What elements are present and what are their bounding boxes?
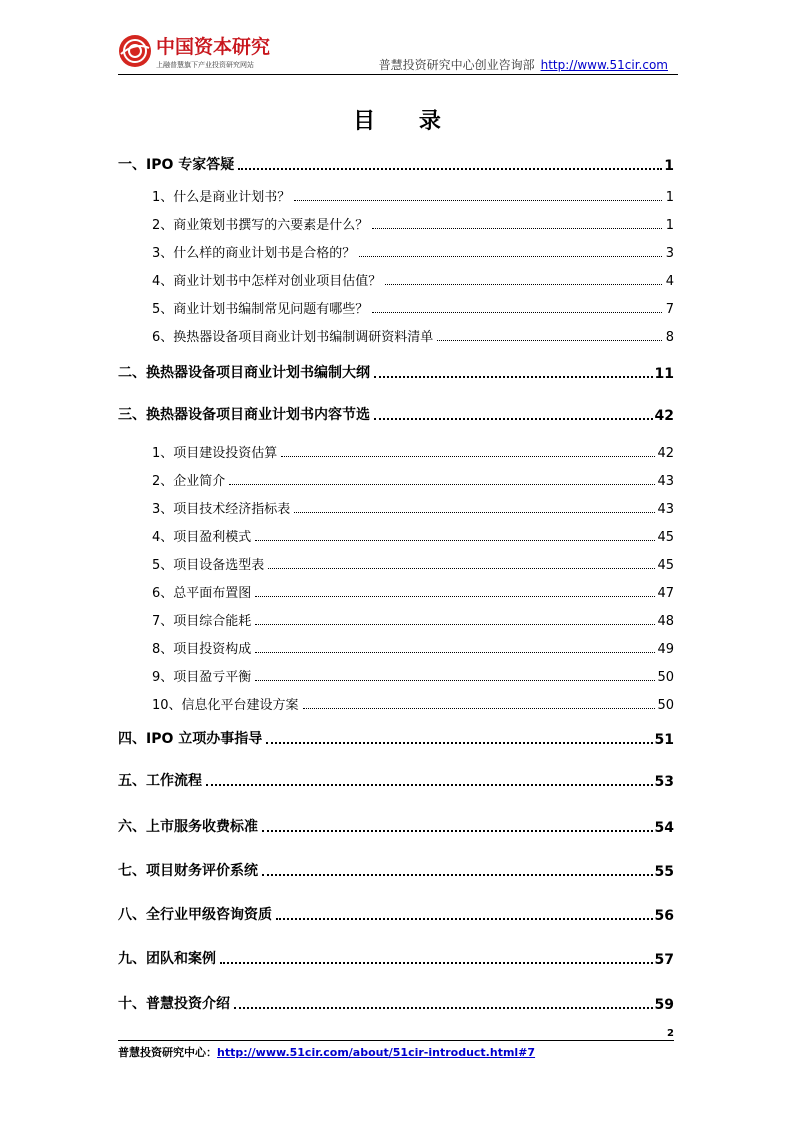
toc-page-number: 50 [657,670,674,685]
toc-subsection[interactable] [118,498,674,517]
toc-entry-title: 十、普慧投资介绍 [118,996,230,1012]
toc-page-number: 43 [657,502,674,517]
toc-section[interactable] [118,993,674,1013]
dot-leader [294,199,662,201]
toc-section[interactable] [118,948,674,968]
toc-entry-title: 四、IPO 立项办事指导 [118,731,263,747]
toc-entry-title: 5、项目设备选型表 [152,558,265,573]
toc-subsection[interactable] [118,270,674,289]
toc-entry-title: 六、上市服务收费标准 [118,819,258,835]
toc-entry-title: 7、项目综合能耗 [152,614,252,629]
toc-entry-title: 三、换热器设备项目商业计划书内容节选 [118,407,370,423]
toc-subsection[interactable] [118,298,674,317]
dot-leader [255,539,655,541]
footer-label: 普慧投资研究中心： [118,1046,217,1059]
toc-entry-title: 3、什么样的商业计划书是合格的？ [152,246,356,261]
toc-page-number: 8 [665,330,674,345]
toc-page-number: 1 [665,218,674,233]
toc-entry-title: 4、商业计划书中怎样对创业项目估值？ [152,274,382,289]
toc-subsection[interactable] [118,554,674,573]
toc-page-number: 45 [657,530,674,545]
dot-leader [262,829,653,832]
toc-subsection[interactable] [118,186,674,205]
toc-entry-title: 6、换热器设备项目商业计划书编制调研资料清单 [152,330,434,345]
toc-entry-title: 九、团队和案例 [118,951,216,967]
toc-entry-title: 1、项目建设投资估算 [152,446,278,461]
toc-entry-title: 9、项目盈亏平衡 [152,670,252,685]
toc-entry-title: 2、商业策划书撰写的六要素是什么？ [152,218,369,233]
toc-section[interactable] [118,770,674,790]
dot-leader [206,783,653,786]
dot-leader [374,417,653,420]
toc-page-number: 1 [664,158,674,174]
toc-page-number: 53 [654,774,674,790]
toc-subsection[interactable] [118,442,674,461]
dot-leader [255,679,655,681]
toc-entry-title: 七、项目财务评价系统 [118,863,258,879]
toc-page-number: 42 [654,408,674,424]
dot-leader [234,1006,653,1009]
toc-page-number: 42 [657,446,674,461]
toc-entry-title: 4、项目盈利模式 [152,530,252,545]
toc-entry-title: 8、项目投资构成 [152,642,252,657]
toc-page-number: 4 [665,274,674,289]
toc-page-number: 1 [665,190,674,205]
toc-entry-title: 五、工作流程 [118,773,202,789]
toc-page-number: 55 [654,864,674,880]
logo-swirl-icon [118,34,152,68]
toc-section[interactable] [118,904,674,924]
toc-page-number: 11 [654,366,674,382]
logo-title: 中国资本研究 [156,36,271,58]
toc-title: 目 录 [353,109,459,134]
page-number: 2 [667,1028,674,1039]
toc-subsection[interactable] [118,694,674,713]
toc-subsection[interactable] [118,666,674,685]
toc-page-number: 43 [657,474,674,489]
toc-page-number: 56 [654,908,674,924]
dot-leader [294,511,655,513]
dot-leader [266,741,652,744]
toc-section[interactable] [118,860,674,880]
header-info [379,56,668,73]
toc-entry-title: 10、信息化平台建设方案 [152,698,299,713]
toc-entry-title: 一、IPO 专家答疑 [118,157,235,173]
toc-entry-title: 二、换热器设备项目商业计划书编制大纲 [118,365,370,381]
dot-leader [374,375,653,378]
dot-leader [238,167,662,170]
dot-leader [268,567,655,569]
toc-subsection[interactable] [118,470,674,489]
toc-entry-title: 3、项目技术经济指标表 [152,502,291,517]
toc-subsection[interactable] [118,582,674,601]
toc-page-number: 3 [665,246,674,261]
dot-leader [372,311,662,313]
dot-leader [281,455,655,457]
dot-leader [220,961,653,964]
toc-entry-title: 八、全行业甲级咨询资质 [118,907,272,923]
toc-entry-title: 1、什么是商业计划书？ [152,190,291,205]
toc-page-number: 57 [654,952,674,968]
dot-leader [359,255,662,257]
page-header [118,30,678,76]
dot-leader [255,651,655,653]
toc-subsection[interactable] [118,526,674,545]
toc-page-number: 49 [657,642,674,657]
toc-subsection[interactable] [118,326,674,345]
dot-leader [437,339,662,341]
toc-page-number: 50 [657,698,674,713]
toc-page-number: 47 [657,586,674,601]
toc-entry-title: 6、总平面布置图 [152,586,252,601]
dot-leader [255,623,655,625]
toc-section[interactable] [118,154,674,174]
logo-subtitle: 上融普慧旗下产业投资研究网站 [156,61,254,69]
page-footer [118,1044,535,1060]
toc-page-number: 48 [657,614,674,629]
toc-entry-title: 5、商业计划书编制常见问题有哪些？ [152,302,369,317]
dot-leader [262,873,653,876]
toc-subsection[interactable] [118,242,674,261]
toc-section[interactable] [118,362,674,382]
toc-subsection[interactable] [118,610,674,629]
dot-leader [255,595,655,597]
toc-page-number: 54 [654,820,674,836]
footer-link[interactable]: http://www.51cir.com/about/51cir-introduct.html#7 [217,1046,536,1059]
toc-page-number: 7 [665,302,674,317]
header-link[interactable]: http://www.51cir.com [540,58,668,72]
dot-leader [303,707,656,709]
toc-page-number: 51 [654,732,674,748]
footer-divider [118,1040,674,1041]
toc-subsection[interactable] [118,638,674,657]
toc-section[interactable] [118,816,674,836]
toc-section[interactable] [118,404,674,424]
center-name: 普慧投资研究中心创业咨询部 [378,58,535,72]
toc-entry-title: 2、企业简介 [152,474,226,489]
header-divider [118,74,678,75]
dot-leader [276,917,653,920]
toc-page-number: 45 [657,558,674,573]
dot-leader [372,227,662,229]
toc-section[interactable] [118,728,674,748]
toc-subsection[interactable] [118,214,674,233]
dot-leader [229,483,655,485]
logo [118,32,271,72]
dot-leader [385,283,662,285]
toc-page-number: 59 [654,997,674,1013]
